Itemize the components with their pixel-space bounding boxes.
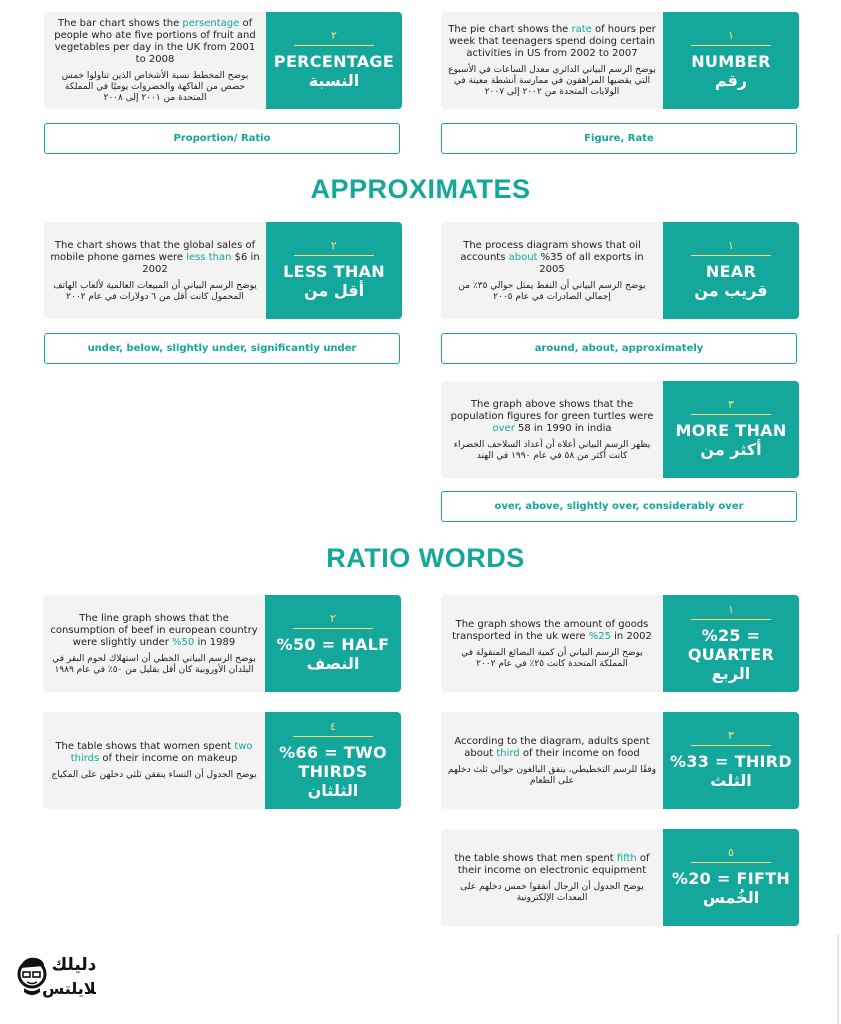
section-title-approximates: APPROXIMATES [310, 174, 531, 204]
card-label [663, 12, 799, 109]
card-description [43, 712, 265, 809]
english-example: The process diagram shows that oil accounts about %35 of all exports in 2005 [460, 239, 644, 275]
card-label [266, 12, 402, 109]
card-title-en: %66 = TWO THIRDS [279, 742, 387, 781]
footer-area [0, 934, 839, 1024]
card-label [265, 712, 401, 809]
card-title-ar: النصف [306, 654, 360, 673]
card-number-badge: ٣ [728, 729, 734, 742]
card-title-en: PERCENTAGE [273, 52, 395, 71]
card-description [441, 222, 663, 319]
card-title-en: LESS THAN [283, 262, 385, 281]
svg-text:للايلتس: للايلتس [42, 979, 96, 998]
card-title-en: %20 = FIFTH [671, 869, 791, 888]
arabic-example: يوضح الرسم البياني أن كمية البضائع المنقولة في المملكة المتحدة كانت ٢٥٪ في عام ٢٠٠٢ [461, 647, 643, 669]
face-glasses-icon [14, 942, 96, 1014]
card-quarter [441, 595, 799, 692]
english-example: The bar chart shows the persentage of people who ate five portions of fruit and vegetables per day in the UK from 2001 to 2008 [54, 18, 256, 65]
card-percentage [44, 12, 402, 109]
arabic-example: يوضح المخطط نسبة الأشخاص الذين تناولوا خمس حصص من الفاكهة والخضروات يوميًا في المملكة المتحدة من ٢٠٠١ إلى ٢٠٠٨ [61, 71, 249, 103]
arabic-example: وفقًا للرسم التخطيطي، ينفق البالغون حوالي ثلث دخلهم على الطعام [447, 764, 657, 786]
card-description [44, 222, 266, 319]
card-number-badge: ٢ [331, 239, 337, 252]
divider [691, 745, 771, 746]
arabic-example: يوضح الرسم البياني أن المبيعات العالمية لألعاب الهاتف المحمول كانت أقل من ٦ دولارات في عام ٢٠٠٢ [53, 280, 257, 302]
card-description [441, 829, 663, 926]
card-title-ar: أكثر من [700, 440, 762, 459]
card-description [441, 381, 663, 478]
card-description [441, 12, 663, 109]
card-title-en: %25 = QUARTER [687, 625, 775, 664]
card-title-ar: النسبة [308, 71, 360, 90]
card-label [663, 712, 799, 809]
card-near [441, 222, 799, 319]
card-number-badge: ٤ [330, 719, 336, 733]
card-fifth [441, 829, 799, 926]
card-label [663, 829, 799, 926]
divider [294, 255, 374, 256]
arabic-example: يوضح الجدول أن النساء ينفقن ثلثي دخلهن على المكياج [51, 770, 257, 780]
synonyms-more-than: over, above, slightly over, considerably over [441, 491, 797, 522]
section-title-ratio-words: RATIO WORDS [326, 543, 525, 573]
card-number-badge: ٣ [728, 398, 734, 411]
divider [691, 862, 771, 863]
english-example: The pie chart shows the rate of hours per week that teenagers spend doing certain activities in US from 2002 to 2007 [448, 24, 656, 59]
english-example: The chart shows that the global sales of mobile phone games were less than $6 in 2002 [50, 239, 260, 275]
card-label [663, 595, 799, 692]
card-title-ar: قريب من [694, 281, 768, 300]
card-title-en: %33 = THIRD [669, 752, 792, 771]
card-number-badge: ١ [728, 602, 734, 616]
card-half [43, 595, 401, 692]
brand-logo [14, 942, 96, 1014]
card-two-thirds [43, 712, 401, 809]
arabic-example: يظهر الرسم البياني أعلاه أن أعداد السلاحف الخضراء كانت أكثر من ٥٨ في عام ١٩٩٠ في الهند [453, 439, 651, 461]
arabic-example: يوضح الجدول أن الرجال أنفقوا خمس دخلهم على المعدات الإلكترونية [460, 881, 644, 903]
card-title-en: MORE THAN [675, 421, 787, 440]
synonyms-near: around, about, approximately [441, 333, 797, 364]
arabic-example: يوضح الرسم البياني أن النفط يمثل حوالي ٣٥٪ من إجمالي الصادرات في عام ٢٠٠٥ [458, 280, 646, 302]
card-number [441, 12, 799, 109]
card-title-ar: الربع [711, 663, 751, 683]
synonyms-less-than: under, below, slightly under, significantly under [44, 333, 400, 364]
card-more-than [441, 381, 799, 478]
english-example: The graph above shows that the population figures for green turtles were over 58 in 1990 in india [450, 398, 654, 434]
card-title-ar: الثلثان [307, 780, 359, 800]
divider [293, 628, 373, 629]
card-title-ar: رقم [714, 71, 748, 90]
synonyms-number: Figure, Rate [441, 123, 797, 154]
card-third [441, 712, 799, 809]
card-description [441, 595, 663, 692]
synonyms-percentage: Proportion/ Ratio [44, 123, 400, 154]
logo-text: دليلك [51, 955, 96, 975]
card-number-badge: ٢ [330, 612, 336, 625]
english-example: The graph shows the amount of goods transported in the uk were %25 in 2002 [452, 618, 652, 642]
divider [691, 255, 771, 256]
english-example: the table shows that men spent fifth of their income on electronic equipment [454, 852, 650, 876]
card-description [44, 12, 266, 109]
card-description [441, 712, 663, 809]
card-title-ar: الثلث [710, 771, 752, 790]
card-label [265, 595, 401, 692]
card-label [266, 222, 402, 319]
card-title-ar: أقل من [303, 281, 365, 300]
card-title-en: NEAR [705, 262, 757, 281]
english-example: According to the diagram, adults spent about third of their income on food [454, 735, 650, 759]
card-number-badge: ١ [728, 239, 734, 252]
card-label [663, 222, 799, 319]
card-title-en: %50 = HALF [276, 635, 390, 654]
card-title-en: NUMBER [691, 52, 771, 71]
card-less-than [44, 222, 402, 319]
english-example: The table shows that women spent two thirds of their income on makeup [55, 741, 253, 764]
arabic-example: يوضح الرسم البياني الخطي أن استهلاك لحوم البقر في البلدان الأوروبية كان أقل بقليل من ٥٠٪ في عام ١٩٨٩ [52, 653, 256, 675]
english-example: The line graph shows that the consumption of beef in european country were slightly under %50 in 1989 [50, 612, 258, 648]
divider [691, 619, 771, 620]
arabic-example: يوضح الرسم البياني الدائري معدل الساعات في الأسبوع التي يقضيها المراهقون في ممارسة أنشطة معينة في الولايات المتحدة من ٢٠٠٢ إلى ٢٠٠٧ [448, 65, 656, 97]
card-number-badge: ١ [728, 29, 734, 42]
card-number-badge: ٥ [728, 846, 734, 859]
card-label [663, 381, 799, 478]
card-description [43, 595, 265, 692]
card-title-ar: الخُمس [702, 888, 760, 907]
divider [691, 45, 771, 46]
divider [294, 45, 374, 46]
divider [293, 736, 373, 737]
divider [691, 414, 771, 415]
card-number-badge: ٢ [331, 29, 337, 42]
